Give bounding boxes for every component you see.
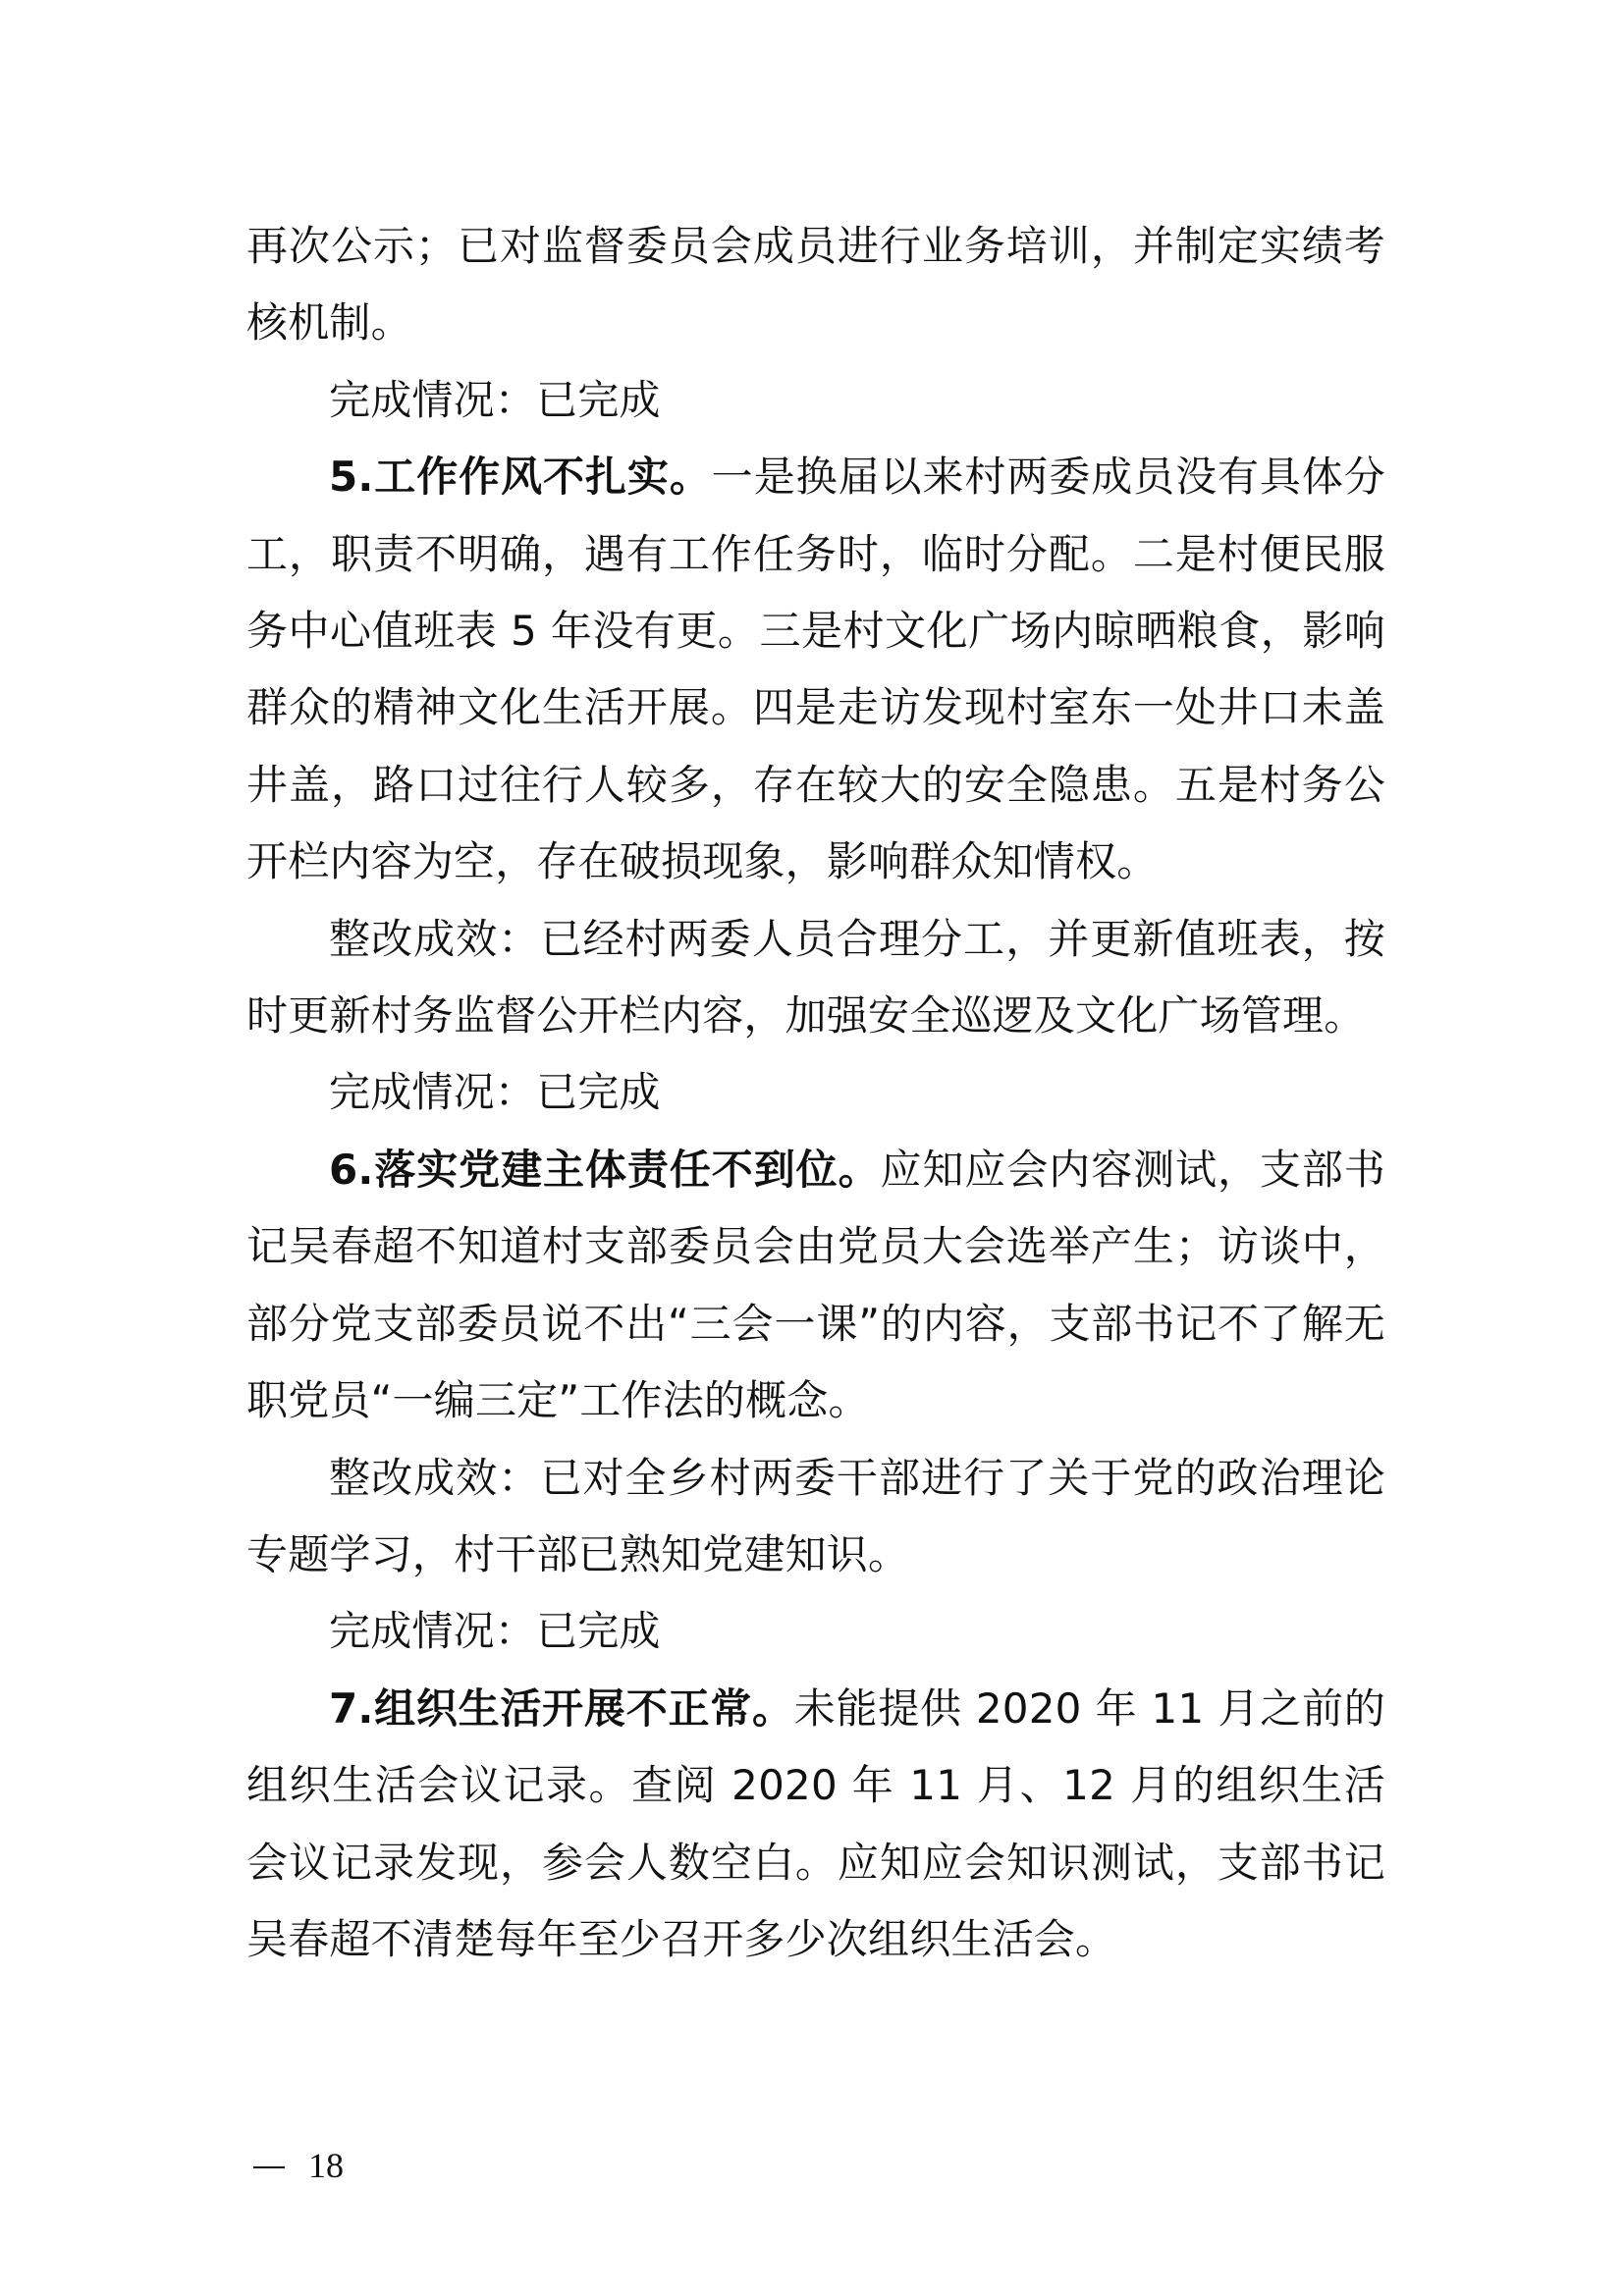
paragraph-issue-6	[246, 1132, 1385, 1440]
paragraph-rectification	[246, 1440, 1385, 1594]
paragraph-text: 完成情况：已完成	[329, 375, 661, 424]
paragraph-text: 整改成效：已对全乡村两委干部进行了关于党的政治理论专题学习，村干部已熟知党建知识。	[246, 1453, 1385, 1578]
issue-heading: 7.组织生活开展不正常。	[329, 1683, 794, 1733]
paragraph-issue-5	[246, 439, 1385, 900]
paragraph-completion-status	[246, 1054, 1385, 1131]
paragraph-text: 一是换届以来村两委成员没有具体分工，职责不明确，遇有工作任务时，临时分配。二是村便民服务中心值班表 5 年没有更。三是村文化广场内晾晒粮食，影响群众的精神文化生活开展。四是走访发现村室东一处井口未盖井盖，路口过往行人较多，存在较大的安全隐患。五是村务公开栏内容为空，存在破损现象，影响群众知情权。	[246, 453, 1386, 886]
paragraph-continuation	[246, 208, 1385, 362]
paragraph-text: 整改成效：已经村两委人员合理分工，并更新值班表，按时更新村务监督公开栏内容，加强安全巡逻及文化广场管理。	[246, 914, 1385, 1041]
footer-dash	[253, 2166, 285, 2168]
paragraph-completion-status	[246, 1593, 1385, 1670]
paragraph-text: 再次公示；已对监督委员会成员进行业务培训，并制定实绩考核机制。	[246, 222, 1385, 347]
paragraph-text: 完成情况：已完成	[329, 1068, 661, 1117]
paragraph-text: 完成情况：已完成	[329, 1607, 661, 1656]
page-number: 18	[308, 2146, 344, 2185]
paragraph-rectification	[246, 901, 1385, 1055]
issue-heading: 5.工作作风不扎实。	[329, 453, 712, 502]
paragraph-completion-status	[246, 362, 1385, 439]
page-footer	[253, 2145, 344, 2186]
paragraph-text: 未能提供 2020 年 11 月之前的组织生活会议记录。查阅 2020 年 11 月、12 月的组织生活会议记录发现，参会人数空白。应知应会知识测试，支部书记吴春超不清楚每年至少召开多少次组织生活会。	[246, 1683, 1385, 1963]
document-body	[246, 208, 1385, 1978]
paragraph-issue-7	[246, 1671, 1385, 1979]
paragraph-text: 应知应会内容测试，支部书记吴春超不知道村支部委员会由党员大会选举产生；访谈中，部分党支部委员说不出“三会一课”的内容，支部书记不了解无职党员“一编三定”工作法的概念。	[246, 1145, 1386, 1425]
issue-heading: 6.落实党建主体责任不到位。	[329, 1145, 881, 1194]
